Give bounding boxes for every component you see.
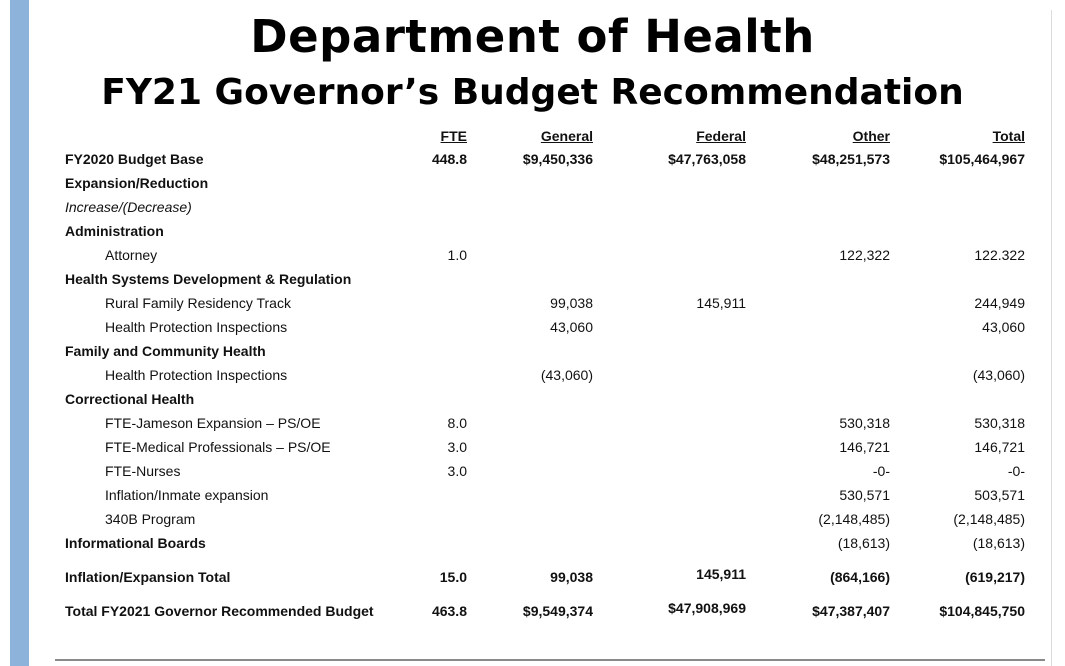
cell-fte: [402, 221, 467, 245]
cell-general: [467, 485, 593, 509]
table-row: [65, 567, 1025, 591]
cell-fte: 448.8: [431, 151, 467, 167]
row-label: Health Systems Development & Regulation: [65, 271, 352, 287]
row-label: Correctional Health: [65, 391, 195, 407]
cell-fte: 15.0: [439, 569, 467, 585]
cell-federal: [593, 269, 746, 293]
row-label: Health Protection Inspections: [105, 367, 288, 383]
table-row: [65, 461, 1025, 485]
table-row: [65, 173, 1025, 197]
row-label: Rural Family Residency Track: [105, 295, 291, 311]
cell-general: (43,060): [540, 367, 593, 383]
cell-other: [746, 221, 890, 245]
cell-total: [890, 173, 1025, 197]
cell-general: [467, 245, 593, 269]
cell-total: 122.322: [974, 247, 1025, 263]
cell-federal: [593, 197, 746, 221]
cell-other: -0-: [872, 463, 890, 479]
cell-federal: [593, 221, 746, 245]
cell-federal: [593, 485, 746, 509]
row-label: FTE-Medical Professionals – PS/OE: [105, 439, 331, 455]
budget-table: [65, 126, 1025, 625]
cell-total: $104,845,750: [939, 603, 1025, 619]
table-row: [65, 317, 1025, 341]
cell-fte: [402, 173, 467, 197]
column-header-other: Other: [852, 128, 890, 144]
column-header-federal: Federal: [696, 128, 746, 144]
cell-other: [746, 389, 890, 413]
cell-federal: [593, 317, 746, 341]
table-row: [65, 341, 1025, 365]
cell-federal: 145,911: [696, 295, 746, 311]
row-label: Total FY2021 Governor Recommended Budget: [65, 603, 374, 619]
cell-general: [467, 341, 593, 365]
cell-federal: $47,908,969: [668, 600, 746, 616]
cell-fte: 8.0: [447, 415, 467, 431]
table-body: [65, 149, 1025, 625]
cell-fte: [402, 365, 467, 389]
cell-other: [746, 317, 890, 341]
cell-total: -0-: [1007, 463, 1025, 479]
table-row: [65, 197, 1025, 221]
cell-federal: [593, 461, 746, 485]
table-row: [65, 293, 1025, 317]
cell-federal: [593, 413, 746, 437]
cell-total: 503,571: [974, 487, 1025, 503]
cell-total: [890, 269, 1025, 293]
cell-other: [746, 341, 890, 365]
cell-federal: [593, 245, 746, 269]
cell-general: [467, 389, 593, 413]
row-label: FTE-Jameson Expansion – PS/OE: [105, 415, 321, 431]
cell-federal: [593, 509, 746, 533]
cell-total: [890, 221, 1025, 245]
cell-total: 43,060: [982, 319, 1025, 335]
cell-fte: 3.0: [447, 439, 467, 455]
cell-fte: [402, 293, 467, 317]
cell-general: [467, 533, 593, 557]
table-row: [65, 485, 1025, 509]
row-label: Health Protection Inspections: [105, 319, 288, 335]
cell-total: (619,217): [965, 569, 1025, 585]
cell-other: (18,613): [837, 535, 890, 551]
column-header-general: General: [540, 128, 593, 144]
cell-fte: [402, 509, 467, 533]
cell-federal: [593, 389, 746, 413]
cell-total: [890, 389, 1025, 413]
cell-general: [467, 437, 593, 461]
table-row: [65, 221, 1025, 245]
row-label: Increase/(Decrease): [65, 199, 192, 215]
page-subtitle: FY21 Governor’s Budget Recommendation: [101, 72, 964, 113]
cell-federal: [593, 341, 746, 365]
cell-general: $9,450,336: [522, 151, 593, 167]
cell-other: 146,721: [839, 439, 890, 455]
row-label: Informational Boards: [65, 535, 206, 551]
row-label: Inflation/Expansion Total: [65, 569, 231, 585]
cell-federal: 145,911: [696, 566, 746, 582]
table-row: [65, 149, 1025, 173]
table-row: [65, 601, 1025, 625]
cell-fte: [402, 341, 467, 365]
cell-other: [746, 293, 890, 317]
row-label: Inflation/Inmate expansion: [105, 487, 269, 503]
column-header-total: Total: [992, 128, 1025, 144]
cell-total: 244,949: [974, 295, 1025, 311]
cell-other: 530,318: [839, 415, 890, 431]
cell-other: $47,387,407: [812, 603, 890, 619]
cell-general: [467, 269, 593, 293]
cell-total: $105,464,967: [939, 151, 1025, 167]
row-label: FTE-Nurses: [105, 463, 181, 479]
bottom-divider: [55, 659, 1045, 661]
table-row: [65, 269, 1025, 293]
cell-fte: 3.0: [447, 463, 467, 479]
cell-fte: [402, 269, 467, 293]
cell-other: $48,251,573: [812, 151, 890, 167]
cell-fte: [402, 533, 467, 557]
cell-federal: $47,763,058: [668, 151, 746, 167]
cell-general: 99,038: [550, 569, 593, 585]
cell-total: [890, 341, 1025, 365]
table-header: [65, 126, 1025, 149]
row-label: FY2020 Budget Base: [65, 151, 204, 167]
cell-fte: [402, 485, 467, 509]
table-row: [65, 389, 1025, 413]
page-title: Department of Health: [250, 10, 815, 63]
cell-federal: [593, 437, 746, 461]
table-row: [65, 413, 1025, 437]
cell-general: 99,038: [550, 295, 593, 311]
cell-fte: [402, 317, 467, 341]
cell-federal: [593, 365, 746, 389]
cell-total: (18,613): [972, 535, 1025, 551]
cell-general: [467, 413, 593, 437]
cell-total: (43,060): [972, 367, 1025, 383]
cell-general: [467, 197, 593, 221]
cell-fte: 463.8: [431, 603, 467, 619]
cell-total: (2,148,485): [953, 511, 1025, 527]
cell-other: 122,322: [839, 247, 890, 263]
cell-other: [746, 269, 890, 293]
table-row: [65, 365, 1025, 389]
cell-total: 530,318: [974, 415, 1025, 431]
cell-fte: [402, 389, 467, 413]
cell-general: 43,060: [550, 319, 593, 335]
cell-other: [746, 173, 890, 197]
cell-general: [467, 221, 593, 245]
cell-fte: [402, 197, 467, 221]
cell-other: [746, 365, 890, 389]
cell-other: 530,571: [839, 487, 890, 503]
row-label: Administration: [65, 223, 164, 239]
cell-general: [467, 173, 593, 197]
row-label: Attorney: [105, 247, 158, 263]
cell-total: 146,721: [974, 439, 1025, 455]
cell-fte: 1.0: [447, 247, 467, 263]
row-label: Family and Community Health: [65, 343, 266, 359]
cell-other: [746, 197, 890, 221]
cell-general: [467, 509, 593, 533]
cell-federal: [593, 533, 746, 557]
column-header-fte: FTE: [440, 128, 467, 144]
cell-other: (2,148,485): [818, 511, 890, 527]
cell-total: [890, 197, 1025, 221]
table-row: [65, 509, 1025, 533]
cell-federal: [593, 173, 746, 197]
table-row: [65, 533, 1025, 557]
table-row: [65, 437, 1025, 461]
table-row: [65, 245, 1025, 269]
cell-general: [467, 461, 593, 485]
cell-general: $9,549,374: [522, 603, 593, 619]
cell-other: (864,166): [830, 569, 890, 585]
row-label: Expansion/Reduction: [65, 175, 209, 191]
row-label: 340B Program: [105, 511, 196, 527]
